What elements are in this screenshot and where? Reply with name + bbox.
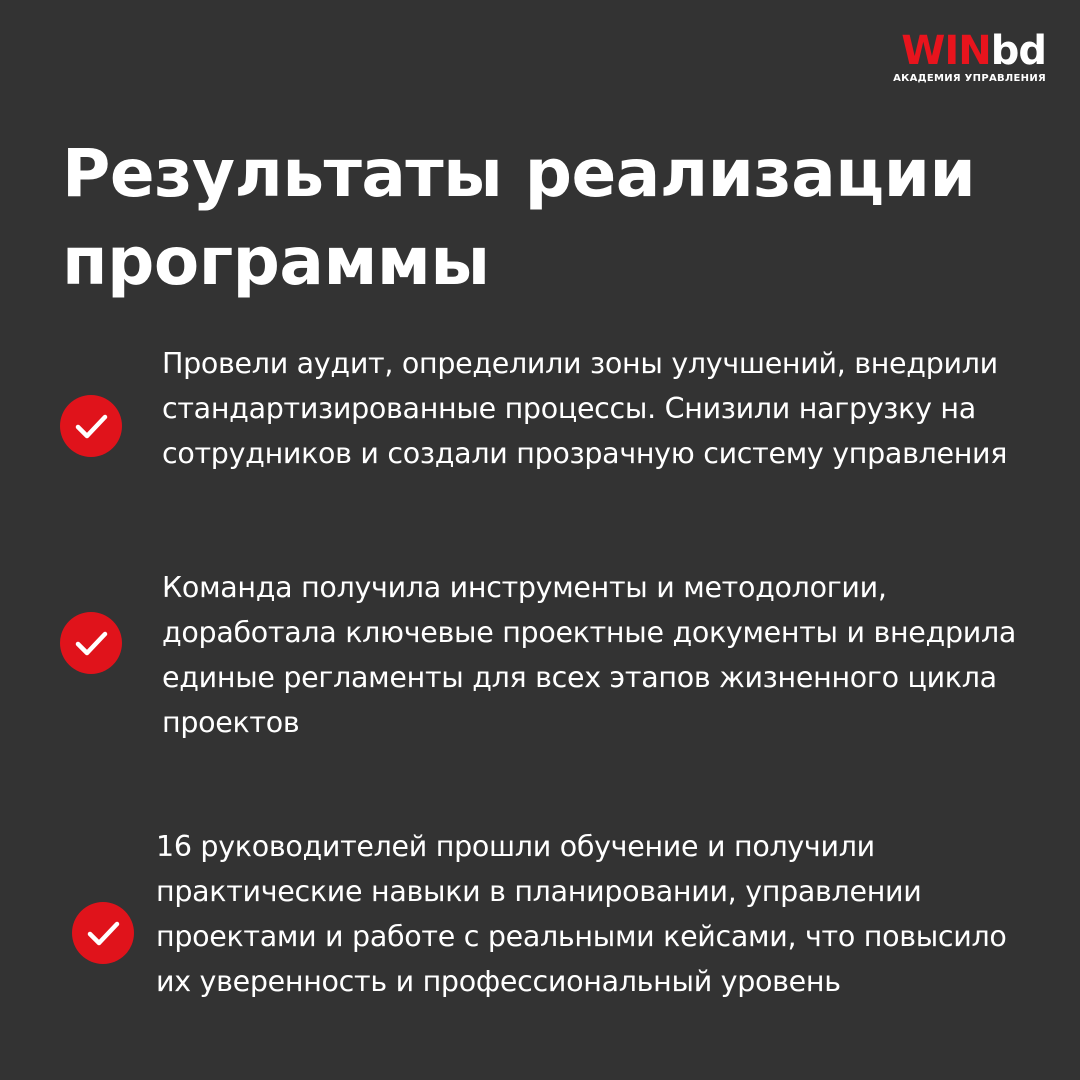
logo-text-white: bd xyxy=(990,28,1046,74)
result-item-1-text: Провели аудит, определили зоны улучшений, внедрили стандартизированные процессы. Снизили нагрузку на сотрудников и создали прозрачную систему управления xyxy=(162,347,1008,470)
check-circle-icon xyxy=(60,395,122,457)
page-title: Результаты реализации программы xyxy=(62,135,976,300)
brand-logo xyxy=(893,30,1046,84)
logo-subtitle: АКАДЕМИЯ УПРАВЛЕНИЯ xyxy=(893,73,1046,84)
logo-text-red: WIN xyxy=(901,28,991,74)
result-item-3-text: 16 руководителей прошли обучение и получили практические навыки в планировании, управлении проектами и работе с реальными кейсами, что повысило их уверенность и профессиональный уровень xyxy=(156,830,1007,998)
result-item-2-text: Команда получила инструменты и методологии, доработала ключевые проектные документы и внедрила единые регламенты для всех этапов жизненного цикла проектов xyxy=(162,571,1017,739)
check-circle-icon xyxy=(60,612,122,674)
check-circle-icon xyxy=(72,902,134,964)
logo-wordmark xyxy=(893,30,1046,72)
